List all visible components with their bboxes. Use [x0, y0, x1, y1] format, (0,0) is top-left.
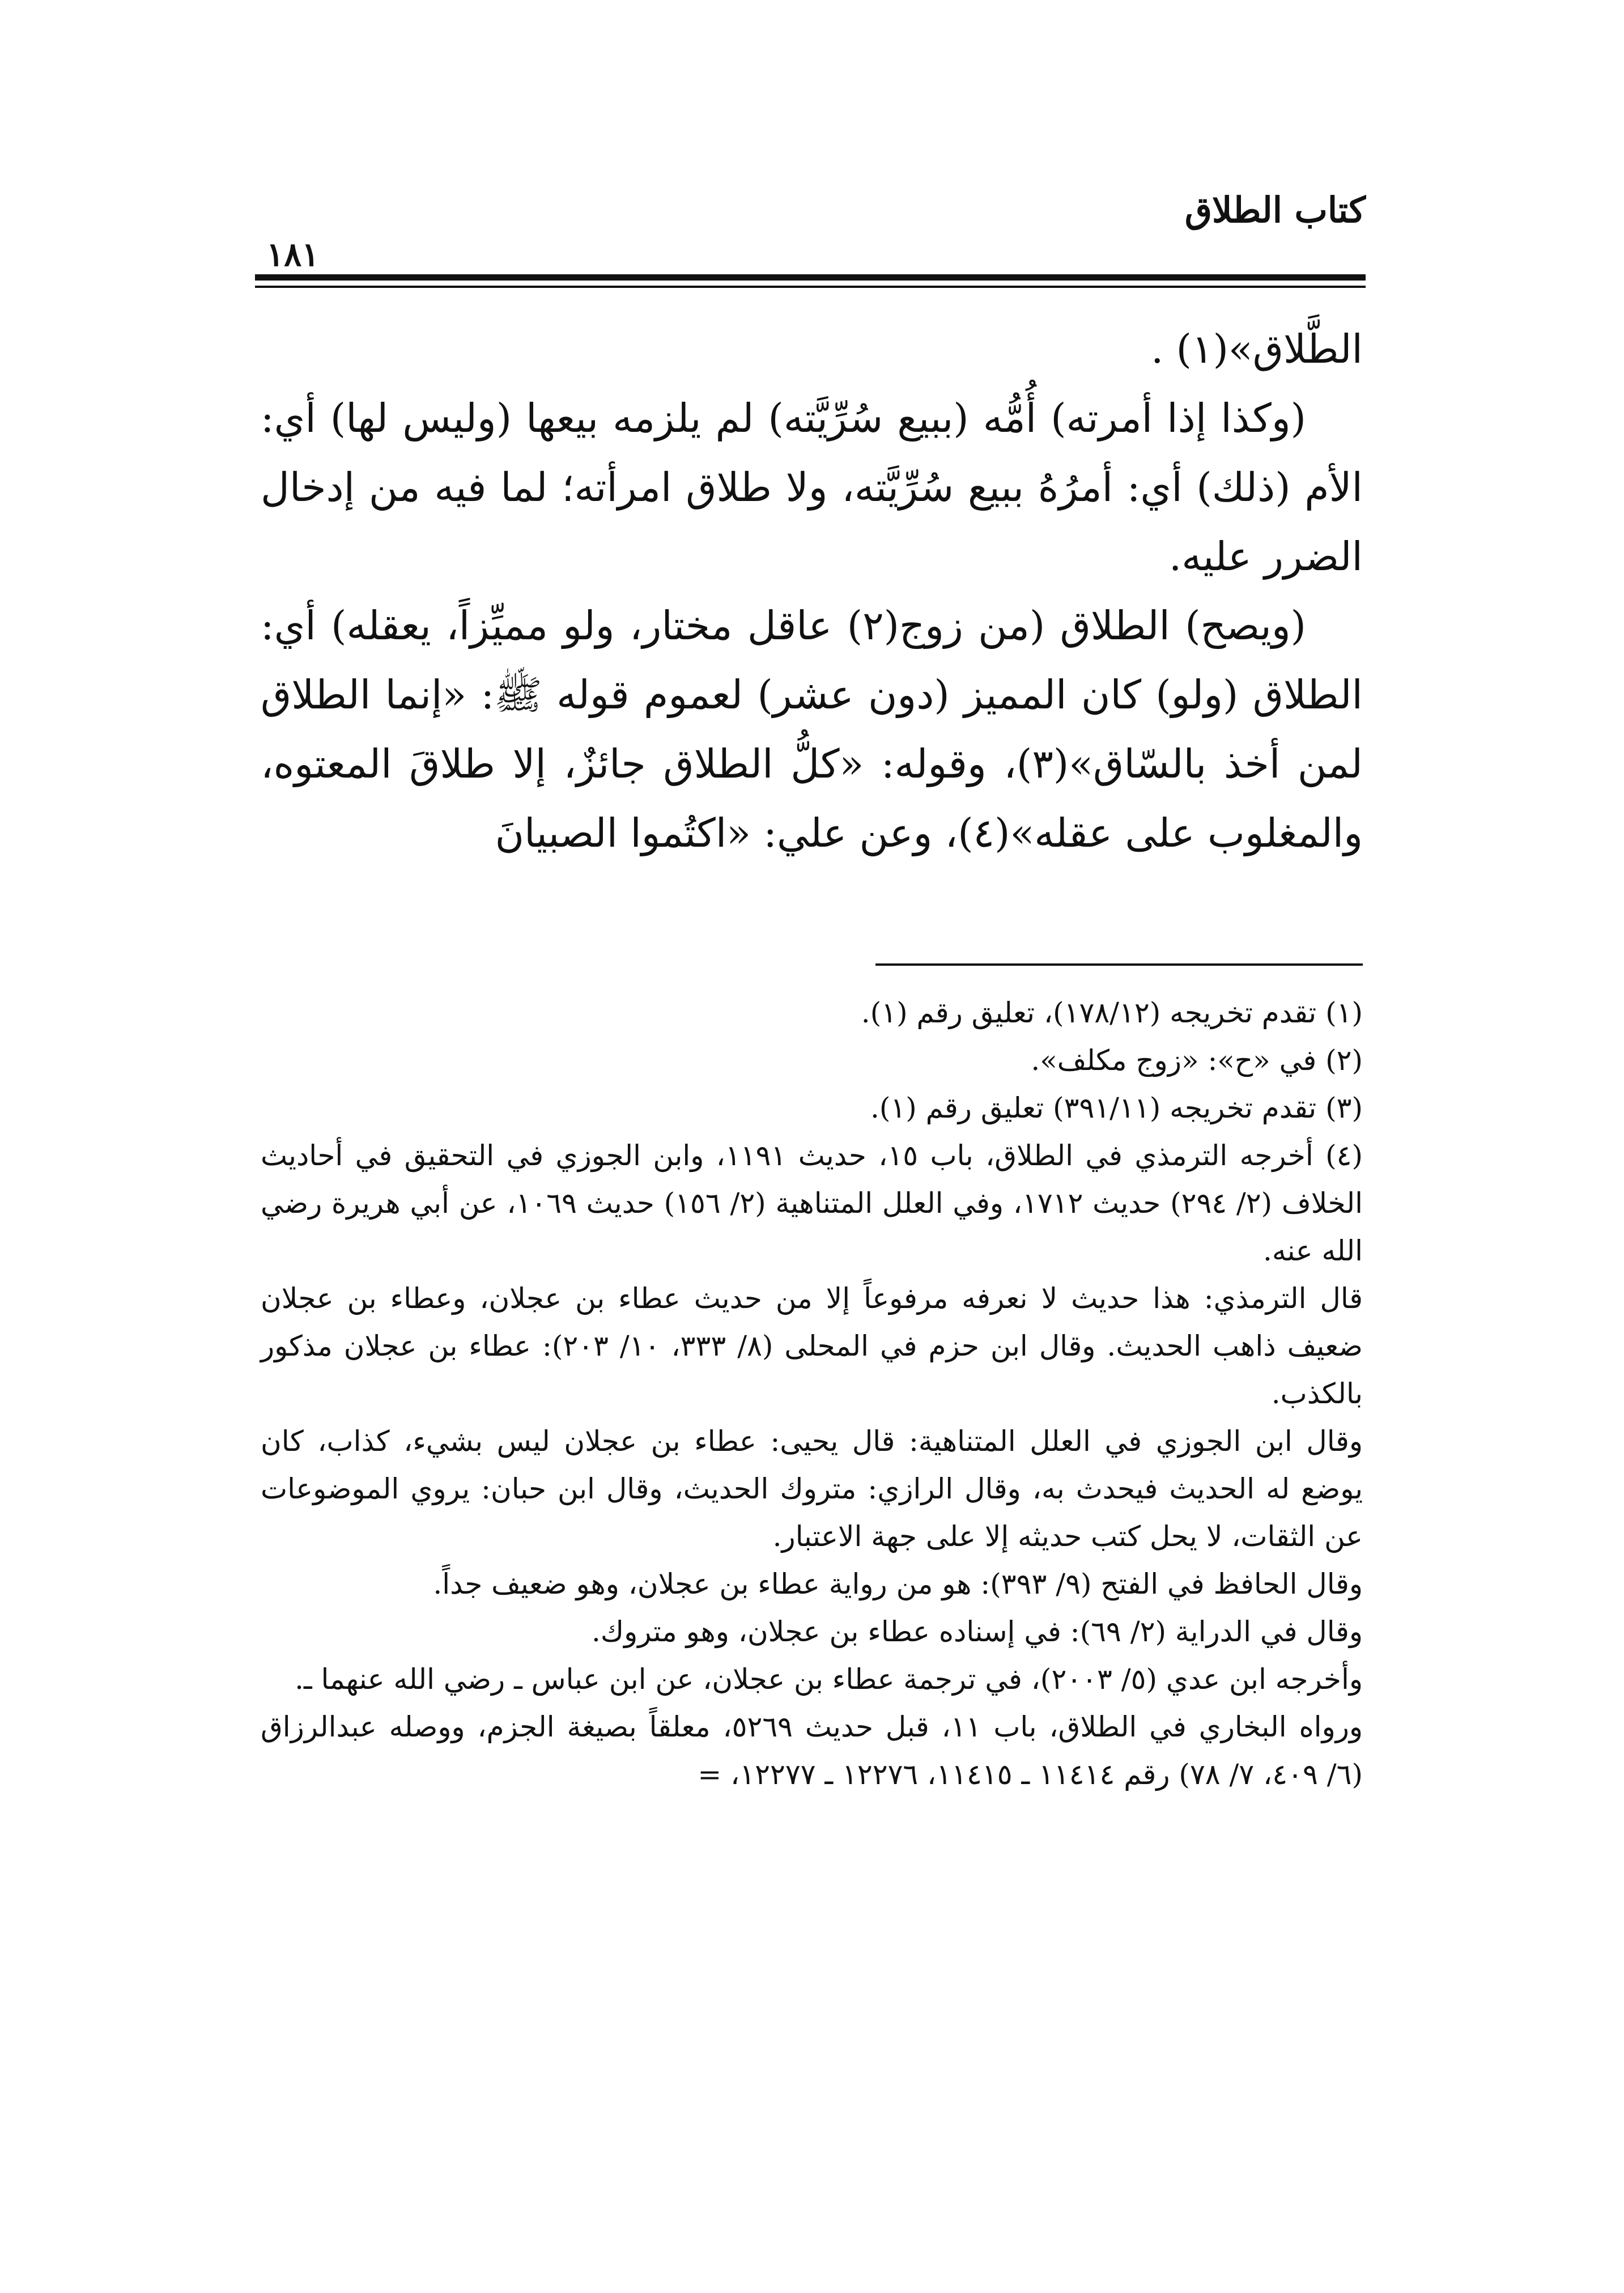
page-number: ١٨١ — [266, 235, 320, 274]
paragraph: (وكذا إذا أمرته) أُمُّه (ببيع سُرِّيَّته) لم يلزمه بيعها (وليس لها) أي: الأم (ذلك) أي: أمرُهُ ببيع سُرِّيَّته، ولا طلاق امرأته؛ لما فيه من إدخال الضرر عليه. — [261, 395, 1363, 580]
footnote-divider — [875, 963, 1363, 966]
main-text — [261, 315, 1363, 868]
footnote-continuation: وقال في الدراية (٢/ ٦٩): في إسناده عطاء بن عجلان، وهو متروك. — [591, 1615, 1363, 1648]
page-header — [255, 181, 1366, 295]
header-rule-thin — [255, 286, 1366, 288]
footnote-continuation: وأخرجه ابن عدي (٥/ ٢٠٠٣)، في ترجمة عطاء بن عجلان، عن ابن عباس ـ رضي الله عنهما ـ. — [295, 1663, 1363, 1696]
book-title: كتاب الطلاق — [1184, 189, 1366, 231]
footnote: (٤) أخرجه الترمذي في الطلاق، باب ١٥، حديث ١١٩١، وابن الجوزي في التحقيق في أحاديث الخلاف (٢/ ٢٩٤) حديث ١٧١٢، وفي العلل المتناهية (٢/ ١٥٦) حديث ١٠٦٩، عن أبي هريرة رضي الله عنه. — [261, 1139, 1363, 1267]
paragraph: الطَّلاق»(١) . — [1151, 326, 1363, 372]
footnote: (١) تقدم تخريجه (١٧٨/١٢)، تعليق رقم (١). — [861, 996, 1363, 1029]
footnotes — [261, 989, 1363, 1798]
footnote-continuation: ورواه البخاري في الطلاق، باب ١١، قبل حديث ٥٢٦٩، معلقاً بصيغة الجزم، ووصله عبدالرزاق (٦/ ٤٠٩، ٧/ ٧٨) رقم ١١٤١٤ ـ ١١٤١٥، ١٢٢٧٦ ـ ١٢٢٧٧، = — [261, 1710, 1363, 1791]
footnote-continuation: وقال الحافظ في الفتح (٩/ ٣٩٣): هو من رواية عطاء بن عجلان، وهو ضعيف جداً. — [433, 1568, 1363, 1600]
paragraph: (ويصح) الطلاق (من زوج(٢) عاقل مختار، ولو مميِّزاً، يعقله) أي: الطلاق (ولو) كان المميز (دون عشر) لعموم قوله ﷺ: «إنما الطلاق لمن أخذ بالسّاق»(٣)، وقوله: «كلُّ الطلاق جائزٌ، إلا طلاقَ المعتوه، والمغلوب على عقله»(٤)، وعن علي: «اكتُموا الصبيانَ — [261, 602, 1363, 856]
footnote: (٢) في «ح»: «زوج مكلف». — [1031, 1044, 1363, 1077]
footnote-continuation: قال الترمذي: هذا حديث لا نعرفه مرفوعاً إلا من حديث عطاء بن عجلان، وعطاء بن عجلان ضعيف ذاهب الحديث. وقال ابن حزم في المحلى (٨/ ٣٣٣، ١٠/ ٢٠٣): عطاء بن عجلان مذكور بالكذب. — [261, 1282, 1363, 1410]
footnote: (٣) تقدم تخريجه (٣٩١/١١) تعليق رقم (١). — [870, 1092, 1363, 1124]
header-rule-thick — [255, 274, 1366, 281]
footnote-continuation: وقال ابن الجوزي في العلل المتناهية: قال يحيى: عطاء بن عجلان ليس بشيء، كذاب، كان يوضع له الحديث فيحدث به، وقال الرازي: متروك الحديث، وقال ابن حبان: يروي الموضوعات عن الثقات، لا يحل كتب حديثه إلا على جهة الاعتبار. — [261, 1425, 1363, 1553]
